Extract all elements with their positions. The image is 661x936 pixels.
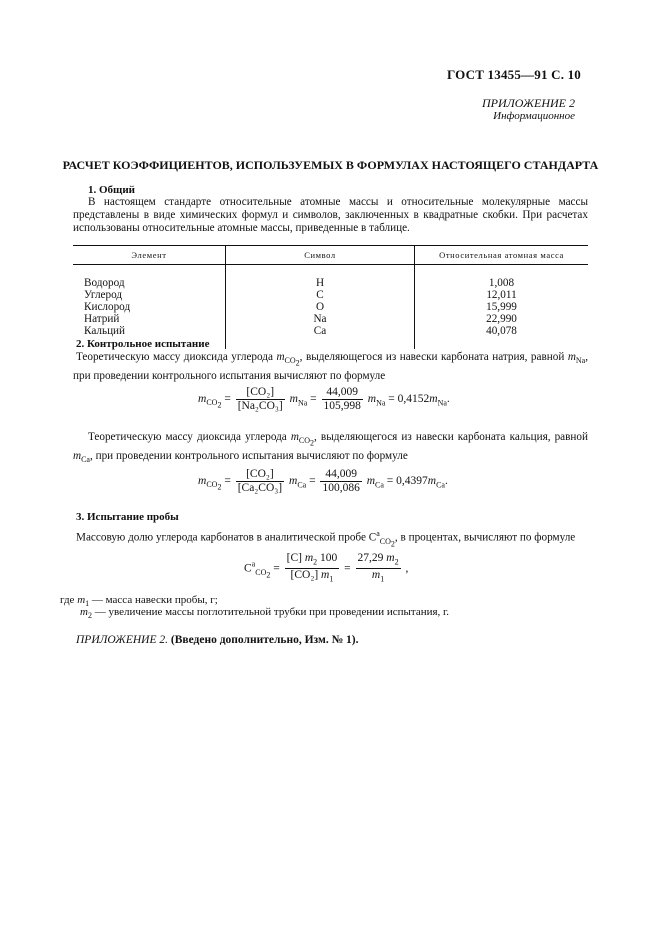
- table-row: [73, 313, 588, 325]
- table-row: [73, 289, 588, 301]
- page-header: ГОСТ 13455—91 С. 10: [447, 67, 581, 82]
- section1-paragraph: В настоящем стандарте относительные атомные массы и относительные молекулярные массы представлены в виде химических формул и символов, заключенных в квадратные скобки. При расчетах использованы относительные атомные массы, приведенные в таблице.: [73, 196, 588, 234]
- formula-2: $m_{CO_2}$ = $\frac{\text{[CO₂]}}{\text{[Ca₂CO₃]}}$ $m_{Ca}$ = $\frac{44,009}{100,086}$ $m_{Ca} = 0,4397m_{Ca}$.: [198, 468, 448, 494]
- fraction: [236, 386, 285, 413]
- text-fragment: , в процентах, вычисляют по формуле: [394, 531, 576, 544]
- text-fragment: — увеличение массы поглотительной трубки при проведении испытания, г.: [94, 606, 450, 618]
- table-header-mass: Относительная атомная масса: [415, 246, 589, 265]
- text-fragment: (Введено дополнительно, Изм. № 1).: [170, 634, 359, 646]
- formula-1: $m_{CO_2}$ = $\frac{\text{[CO₂]}}{\text{[Na₂CO₃]}}$ $m_{Na}$ = $\frac{44,009}{105,998}$ $m_{Na} = 0,4152m_{Na}$.: [198, 386, 450, 412]
- appendix-label: ПРИЛОЖЕНИЕ 2: [482, 96, 575, 110]
- text-fragment: Массовую долю углерода карбонатов в аналитической пробе: [76, 531, 366, 544]
- table-row: [73, 301, 588, 313]
- appendix-label-block: [482, 97, 575, 123]
- fraction: [285, 552, 340, 586]
- cell-symbol: H: [226, 277, 415, 289]
- text-fragment: 27,29: [357, 552, 384, 564]
- text-fragment: [CO₂]: [290, 569, 319, 582]
- coefficient: 0,4397: [396, 475, 428, 488]
- section2-para2: Теоретическую массу диоксида углерода $m_{CO_2}$, выделяющегося из навески карбоната кальция, равной $m_{Ca}$, при проведении контрольного испытания вычисляют по формуле: [73, 431, 588, 465]
- cell-mass: 12,011: [415, 289, 589, 301]
- cell-symbol: C: [226, 289, 415, 301]
- cell-mass: 40,078: [415, 325, 589, 337]
- text-fragment: Теоретическую массу диоксида углерода: [88, 431, 287, 443]
- cell-element: Кальций: [84, 325, 126, 337]
- section2-para1: Теоретическую массу диоксида углерода $m_{CO_2}$, выделяющегося из навески карбоната натрия, равной $m_{Na}$, при проведении контрольного испытания вычисляют по формуле: [73, 351, 589, 382]
- text-fragment: Теоретическую массу диоксида углерода: [76, 351, 273, 363]
- where-line-1: где $m_1$ — масса навески пробы, г;: [60, 594, 218, 609]
- section3-heading: 3. Испытание пробы: [76, 511, 179, 523]
- table-spacer: [73, 265, 588, 278]
- text-fragment: [C]: [286, 552, 302, 564]
- coefficient: 0,4152: [397, 393, 430, 406]
- numerator: [CO₂]: [236, 468, 284, 482]
- document-title: РАСЧЕТ КОЭФФИЦИЕНТОВ, ИСПОЛЬЗУЕМЫХ В ФОРМУЛАХ НАСТОЯЩЕГО СТАНДАРТА: [62, 158, 599, 172]
- fraction: [356, 552, 401, 586]
- denominator: 100,086: [322, 482, 360, 494]
- section1-body: [73, 196, 588, 235]
- numerator: 27,29 $m_2$: [356, 552, 401, 569]
- text-fragment: , при проведении контрольного испытания вычисляют по формуле: [73, 351, 589, 382]
- denominator: [CO₂] $m_1$: [290, 569, 334, 584]
- cell-symbol: Ca: [226, 325, 415, 337]
- appendix-type: Информационное: [493, 110, 575, 122]
- amendment-note: [76, 634, 358, 646]
- where-line-2: $m_2$ — увеличение массы поглотительной трубки при проведении испытания, г.: [80, 606, 450, 621]
- cell-element: Водород: [84, 277, 125, 289]
- fraction: [236, 468, 284, 495]
- denominator: 105,998: [323, 400, 361, 412]
- text-fragment: ПРИЛОЖЕНИЕ 2.: [76, 634, 168, 646]
- text-fragment: — масса навески пробы, г;: [91, 594, 218, 606]
- cell-element: Углерод: [84, 289, 123, 301]
- text-fragment: , выделяющегося из навески карбоната кальция, равной: [314, 431, 588, 443]
- section2-heading: 2. Контрольное испытание: [76, 338, 210, 350]
- formula-3: $C^a_{CO_2}$ = $\frac{[C] m_2 100}{[CO_2] m_1}$ = $\frac{27,29 m_2}{m_1}$ ,: [244, 552, 409, 584]
- text-fragment: 100: [320, 552, 338, 564]
- text-fragment: , при проведении контрольного испытания вычисляют по формуле: [89, 449, 408, 462]
- fraction: [322, 386, 363, 413]
- numerator: [C] $m_2$ 100: [285, 552, 340, 569]
- cell-element: Кислород: [84, 301, 131, 313]
- denominator: [Ca₂CO₃]: [237, 482, 283, 494]
- atomic-mass-table: [73, 245, 588, 349]
- denominator: [Na₂CO₃]: [237, 400, 283, 412]
- table-header-row: [73, 246, 588, 265]
- section3-para: Массовую долю углерода карбонатов в аналитической пробе $C^a_{CO_2}$, в процентах, вычисляют по формуле: [76, 529, 576, 549]
- numerator: 44,009: [322, 386, 363, 400]
- cell-mass: 22,990: [415, 313, 589, 325]
- section1-heading: 1. Общий: [88, 184, 136, 196]
- cell-mass: 15,999: [415, 301, 589, 313]
- table-row: [73, 277, 588, 289]
- text-fragment: где: [60, 594, 75, 606]
- table-header-element: Элемент: [73, 246, 226, 265]
- numerator: [CO₂]: [236, 386, 285, 400]
- fraction: [320, 468, 361, 495]
- cell-symbol: O: [226, 301, 415, 313]
- denominator: $m_1$: [371, 569, 385, 584]
- cell-mass: 1,008: [415, 277, 589, 289]
- text-fragment: ,: [405, 562, 409, 575]
- cell-symbol: Na: [226, 313, 415, 325]
- numerator: 44,009: [320, 468, 361, 482]
- table-header-symbol: Символ: [226, 246, 415, 265]
- table-row: [73, 325, 588, 337]
- text-fragment: , выделяющегося из навески карбоната натрия, равной: [299, 351, 565, 363]
- cell-element: Натрий: [84, 313, 120, 325]
